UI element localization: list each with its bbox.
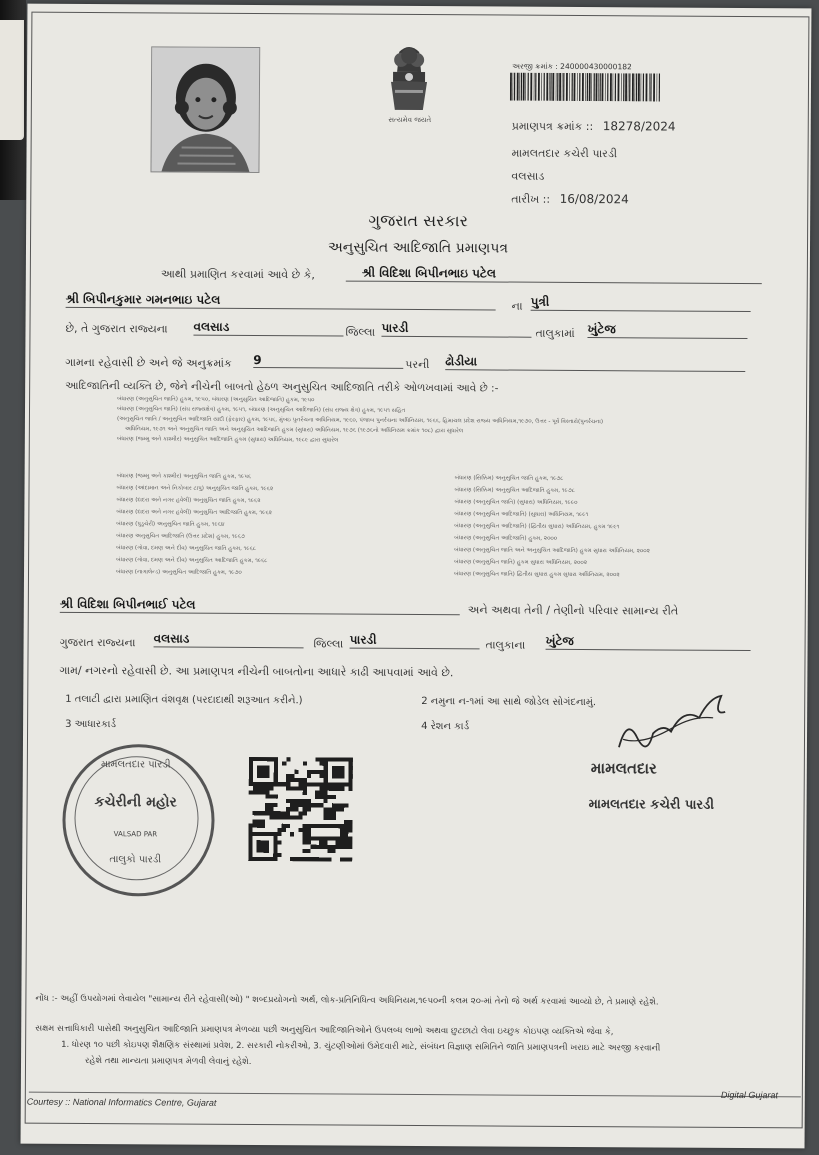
seal-english-text: VALSAD PAR [113,830,158,839]
basis-item-1: 1 તલાટી દ્વારા પ્રમાણિત વંશવૃક્ષ (પરદાદાથી શરૂઆત કરીને.) [65,693,303,707]
second-district-label: જિલ્લા [313,637,344,651]
village: ખુંટેજ [587,322,747,339]
state-prefix: છે, તે ગુજરાત રાજ્યના [65,321,168,336]
emblem-motto: સત્યમેવ જયતે [388,115,432,125]
officer-signature [613,687,733,758]
order-item: બંધારણ (અનુસુચિત આદિજાતિ) હુકમ, ૨૦૦૦ [454,535,558,542]
courtesy-text: Courtesy :: National Informatics Centre, Gujarat [26,1096,217,1108]
seal-top-text: મામલતદાર પારડી [100,759,171,771]
binder-tab [0,20,24,140]
order-item: બંધારણ (સિક્કિમ) અનુસુચિત જાતિ હુકમ, ૧૯૭૮ [454,475,564,482]
order-item: બંધારણ (અનુસુચિત જાતિ) (સંઘ રાજ્યક્ષેત્ર) હુકમ, ૧૯૫૧, બંધારણ (અનુસુચિત આદિજાતિ) (સંઘ રાજ્ય ક્ષેત્ર) હુકમ, ૧૯૫૧ સહિત [116,406,406,414]
order-item: બંધારણ (અનુસુચિત જાતિ) દ્વિતીય સુધારા હુકમ સુધારા અધિનિયમ, ૨૦૦૨ [453,571,620,579]
order-item: બંધારણ (ગોવા, દમણ અને દીવ) અનુસુચિત આદિજાતિ હુકમ, ૧૯૬૮ [116,557,268,565]
second-taluka-label: તાલુકાના [485,638,526,652]
community-label: પરની [405,357,430,372]
relation: પુત્રી [531,295,751,312]
order-item: બંધારણ (અનુસુચિત આદિજાતિ) (દ્વિતીય સુધારા) અધિનિયમ, હુકમ ૧૯૯૧ [454,523,620,531]
serial-number: 9 [253,353,403,369]
digital-gujarat-logo: Digital Gujarat [720,1089,778,1101]
note-purposes: 1. ધોરણ ૧૦ પછી કોઇપણ શૈક્ષણિક સંસ્થામાં પ્રવેશ, 2. સરકારી નોકરીઓ, 3. ચુંટણીઓમાં ઉમેદવારી માટે, સંબંધન વિજ્ઞાણ સમિતિને જાતિ પ્રમાણપત્રની ખરાઇ માટે અરજી કરવાની [61,1039,661,1054]
relation-prefix: ના [511,299,523,313]
order-item: બંધારણ (જમ્મુ અને કાશ્મીર) અનુસુચિત આદિજાતિ હુકમ (સુધારા) અધિનિયમ, ૧૯૮૯ દ્વારા સુધારેલ [116,436,339,444]
order-item: બંધારણ અનુસુચિત આદિજાતિ (ઉત્તર પ્રદેશ) હુકમ, ૧૯૬૭ [116,533,245,540]
issue-date: 16/08/2024 [559,191,629,207]
resident-text: ગામના રહેવાસી છે અને જે અનુક્રમાંક [65,355,232,370]
basis-item-3: 3 આધારકાર્ડ [65,718,117,731]
second-village: ખુંટેજ [546,634,751,651]
applicant-name: શ્રી વિદિશા બિપીનભાઇ પટેલ [346,266,762,285]
order-item: બંધારણ (સિક્કિમ) અનુસુચિત આદિજાતિ હુકમ, ૧૯૭૮ [454,487,575,494]
second-name: શ્રી વિદિશા બિપીનભાઈ પટેલ [60,597,460,615]
order-item: બંધારણ (દાદરા અને નગર હવેલી) અનુસુચિત આદિજાતિ હુકમ, ૧૯૬૨ [116,509,272,517]
order-item: (અનુસુચિત જાતિ / અનુસુચિત આદિજાતિ યાદી (ફેરફાર) હુકમ, ૧૯૫૬, મુંબઇ પુનર્રચના અધિનિયમ, ૧૯૬૦, પંજાબ પુનર્રચના અધિનિયમ, ૧૯૬૬, હિમાચલ પ્રદેશ રાજ્ય અધિનિયમ,૧૯૭૦, ઉત્તર - પૂર્વ વિસ્તારો(પુનર્રચના) [116,416,604,426]
order-item: બંધારણ (નાગાલેન્ડ) અનુસુચિત આદિજાતિ હુકમ, ૧૯૭૦ [115,569,242,576]
order-item: બંધારણ (જમ્મુ અને કાશ્મીર) અનુસુચિત જાતિ હુકમ, ૧૯૫૬ [116,473,252,480]
issue-date-row [511,192,629,208]
certificate-title: અનુસુચિત આદિજાતિ પ્રમાણપત્ર [327,239,509,257]
order-item: અધિનિયમ, ૧૯૭૧ અને અનુસુચિત જાતિ અને અનુસુચિત આદિજાતિ હુકમ (સુધારા) અધિનિયમ, ૧૯૭૬ (૧૯૭૬નો અધિનિયમ ક્રમાંક ૧૦૮) દ્વારા સુધારેલ [124,426,464,435]
signatory-office: મામલતદાર કચેરી પારડી [588,797,715,813]
orders-right-list [454,472,650,581]
basis-item-2: 2 નમુના ન-૧માં આ સાથે જોડેલ સોગંદનામું. [421,696,597,709]
national-emblem-icon [379,42,439,122]
note-eligibility: સક્ષમ સત્તાધિકારી પાસેથી અનુસુચિત આદિજાતિ પ્રમાણપત્ર મેળવ્યા પછી અનુસુચિત આદિજાતિઓને ઉપલબ્ધ લાભો અથવા છુટછાટો લેવા ઇચ્છુક કોઇપણ વ્યક્તિએ જેવા કે, [35,1023,614,1038]
orders-top-list [117,394,603,447]
seal-middle-text: કચેરીની મહોર [94,794,177,811]
second-district: વલસાડ [154,631,304,648]
order-item: બંધારણ (આંદામાન અને નિકોબાર ટાપુ) અનુસુચિત જાતિ હુકમ, ૧૯૬૨ [116,485,274,493]
community: ઢોડીયા [445,354,745,372]
orders-left-list [116,470,273,579]
applicant-photo [150,46,260,173]
second-state-prefix: ગુજરાત રાજ્યના [59,635,136,650]
order-item: બંધારણ (અનુસુચિત જાતિ) હુકમ, ૧૯૫૦, બંધારણ (અનુસુચિત આદિજાતિ) હુકમ, ૧૯૫૦ [117,396,315,404]
application-number: અરજી ક્રમાંક : 240000430000182 [512,61,632,72]
certificate-number: 18278/2024 [602,119,676,134]
certificate-number-row [512,119,676,135]
order-item: બંધારણ (અનુસુચિત જાતિ) હુકમ સુધારા અધિનિયમ, ૨૦૦૨ [454,559,588,567]
basis-item-4: 4 રેશન કાર્ડ [421,721,470,733]
government-title: ગુજરાત સરકાર [368,210,468,231]
barcode [510,73,660,102]
certificate-page [21,4,812,1149]
tribe-statement: આદિજાતિની વ્યક્તિ છે, જેને નીચેની બાબતો હેઠળ અનુસુચિત આદિજાતિ તરીકે ઓળખવામાં આવે છે :- [65,379,499,395]
qr-code [248,757,353,862]
note-validity: રહેશે તથા માન્યતા પ્રમાણપત્ર મેળવી લેવાનું રહેશે. [85,1055,252,1068]
second-resident-text: ગામ/ નગરનો રહેવાસી છે. આ પ્રમાણપત્ર નીચેની બાબતોના આધારે કાઢી આપવામાં આવે છે. [59,663,454,680]
seal-bottom-text: તાલુકો પારડી [109,854,162,866]
order-item: બંધારણ (પુડુચેરી) અનુસુચિત જાતિ હુકમ, ૧૯૬૪ [116,521,225,528]
signatory-title: મામલતદાર [590,759,657,778]
issue-date-label: તારીખ :: [511,192,551,206]
order-item: બંધારણ (અનુસુચિત જાતિ અને અનુસુચિત આદિજાતિ) હુકમ સુધારા અધિનિયમ, ૨૦૦૨ [454,547,650,555]
order-item: બંધારણ (ગોવા, દમણ અને દીવ) અનુસુચિત જાતિ હુકમ, ૧૯૬૮ [116,545,256,553]
order-item: બંધારણ (અનુસુચિત જાતિ) (સુધારા) અધિનિયમ, ૧૯૯૦ [454,499,578,506]
issuing-district: વલસાડ [511,169,545,183]
taluka-label: તાલુકામાં [535,326,575,340]
intro-text: આથી પ્રમાણિત કરવામાં આવે છે કે, [160,267,315,282]
certificate-number-label: પ્રમાણપત્ર ક્રમાંક :: [511,119,594,134]
order-item: બંધારણ (દાદરા અને નગર હવેલી) અનુસુચિત જાતિ હુકમ, ૧૯૬૨ [116,497,261,505]
state-district: વલસાડ [193,320,343,337]
order-item: બંધારણ (અનુસુચિત આદિજાતિ) (સુધારા) અધિનિયમ, ૧૯૯૧ [454,511,589,519]
district-label: જિલ્લા [345,325,376,339]
father-name: શ્રી બિપીનકુમાર ગમનભાઇ પટેલ [66,292,496,311]
issuing-office: મામલતદાર કચેરી પારડી [511,146,618,161]
second-taluka: પારડી [350,633,480,650]
taluka: પારડી [381,321,531,338]
family-text: અને અથવા તેની / તેણીનો પરિવાર સામાન્ય રીતે [467,603,679,618]
note-definition: નોંધ :- અહીં ઉપયોગમાં લેવાયેલ "સામાન્ય રીતે રહેવાસી(ઓ) " શબ્દપ્રયોગનો અર્થ, લોક-પ્રતિનિધિત્વ અધિનિયમ,૧૯૫૦ની કલમ ૨૦-માં તેનો જે અર્થ કરવામાં આવ્યો છે, તે પ્રમાણે રહેશે. [35,993,659,1008]
